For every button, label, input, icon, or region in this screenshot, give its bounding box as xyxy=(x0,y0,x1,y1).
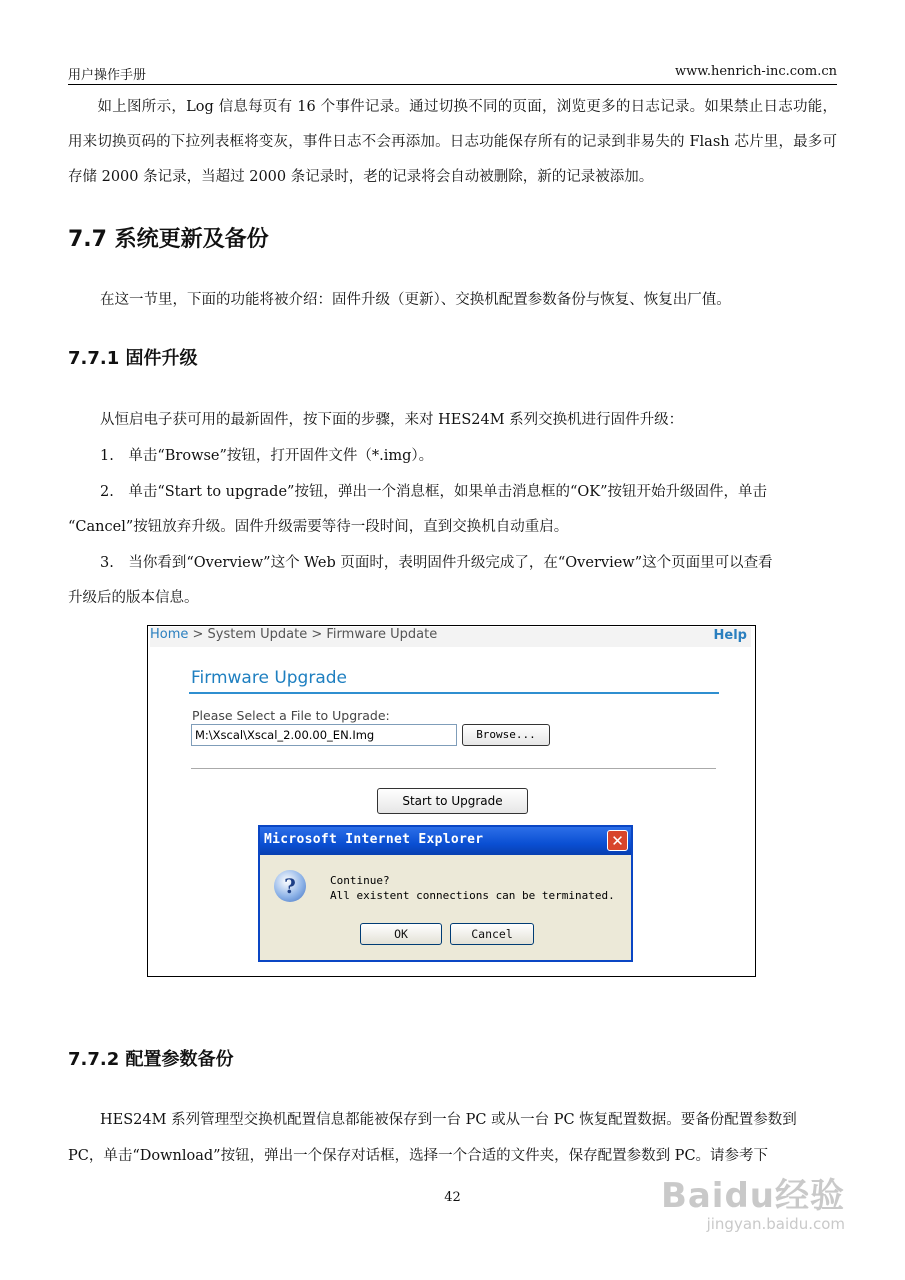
intro-paragraph: 如上图所示，Log 信息每页有 16 个事件记录。通过切换不同的页面，浏览更多的日志记录。如果禁止日志功能，用来切换页码的下拉列表框将变灰，事件日志不会再添加。日志功能保存所有的记录到非易失的 Flash 芯片里，最多可存储 2000 条记录，当超过 2000 条记录时，老的记录将会自动被删除，新的记录被添加。 xyxy=(68,99,837,185)
breadcrumb-home-link[interactable]: Home xyxy=(150,627,189,642)
watermark-url: jingyan.baidu.com xyxy=(706,1215,845,1233)
firmware-update-screenshot xyxy=(147,625,756,977)
select-file-label: Please Select a File to Upgrade: xyxy=(192,708,390,723)
dialog-titlebar[interactable] xyxy=(260,827,631,855)
section-7-7-1-title: 7.7.1 固件升级 xyxy=(68,348,198,369)
header-rule xyxy=(68,84,837,85)
confirm-dialog xyxy=(258,825,633,962)
step-3-line-2: 升级后的版本信息。 xyxy=(68,590,199,606)
step-2-line-1: 2. 单击“Start to upgrade”按钮，弹出一个消息框，如果单击消息框的“OK”按钮开始升级固件，单击 xyxy=(100,484,767,500)
start-upgrade-button[interactable]: Start to Upgrade xyxy=(377,788,528,814)
close-icon[interactable]: ✕ xyxy=(607,830,628,851)
section-7-7-2-line-1: HES24M 系列管理型交换机配置信息都能被保存到一台 PC 或从一台 PC 恢复配置数据。要备份配置参数到 xyxy=(100,1112,797,1128)
question-icon: ? xyxy=(274,870,306,902)
watermark xyxy=(661,1168,845,1233)
section-7-7-2-title: 7.7.2 配置参数备份 xyxy=(68,1049,234,1070)
breadcrumb-path: > System Update > Firmware Update xyxy=(188,627,438,642)
dialog-title: Microsoft Internet Explorer xyxy=(264,832,484,847)
step-2-line-2: “Cancel”按钮放弃升级。固件升级需要等待一段时间，直到交换机自动重启。 xyxy=(68,519,569,535)
cancel-button[interactable]: Cancel xyxy=(450,923,534,945)
browse-button[interactable]: Browse... xyxy=(462,724,550,746)
header-left: 用户操作手册 xyxy=(68,68,147,83)
section-7-7-body: 在这一节里，下面的功能将被介绍：固件升级（更新）、交换机配置参数备份与恢复、恢复出厂值。 xyxy=(100,292,731,308)
section-7-7-2-line-2: PC，单击“Download”按钮，弹出一个保存对话框，选择一个合适的文件夹，保存配置参数到 PC。请参考下 xyxy=(68,1148,769,1164)
section-7-7-title: 7.7 系统更新及备份 xyxy=(68,227,269,252)
step-3-line-1: 3. 当你看到“Overview”这个 Web 页面时，表明固件升级完成了，在“Overview”这个页面里可以查看 xyxy=(100,555,773,571)
breadcrumb xyxy=(150,627,751,647)
header-right: www.henrich-inc.com.cn xyxy=(675,64,837,79)
title-underline xyxy=(189,692,719,694)
dialog-message-line-1: Continue? xyxy=(330,874,390,887)
dialog-message xyxy=(330,873,615,903)
help-link[interactable]: Help xyxy=(713,628,747,643)
section-7-7-1-lead: 从恒启电子获可用的最新固件，按下面的步骤，来对 HES24M 系列交换机进行固件升级： xyxy=(100,412,684,428)
dialog-message-line-2: All existent connections can be terminated. xyxy=(330,889,615,902)
page-number: 42 xyxy=(444,1190,461,1205)
form-separator xyxy=(191,768,716,769)
ok-button[interactable]: OK xyxy=(360,923,442,945)
firmware-upgrade-title: Firmware Upgrade xyxy=(191,668,347,688)
watermark-brand: Baidu经验 xyxy=(660,1176,845,1216)
step-1: 1. 单击“Browse”按钮，打开固件文件（*.img）。 xyxy=(100,448,434,464)
file-path-input[interactable]: M:\Xscal\Xscal_2.00.00_EN.Img xyxy=(191,724,457,746)
